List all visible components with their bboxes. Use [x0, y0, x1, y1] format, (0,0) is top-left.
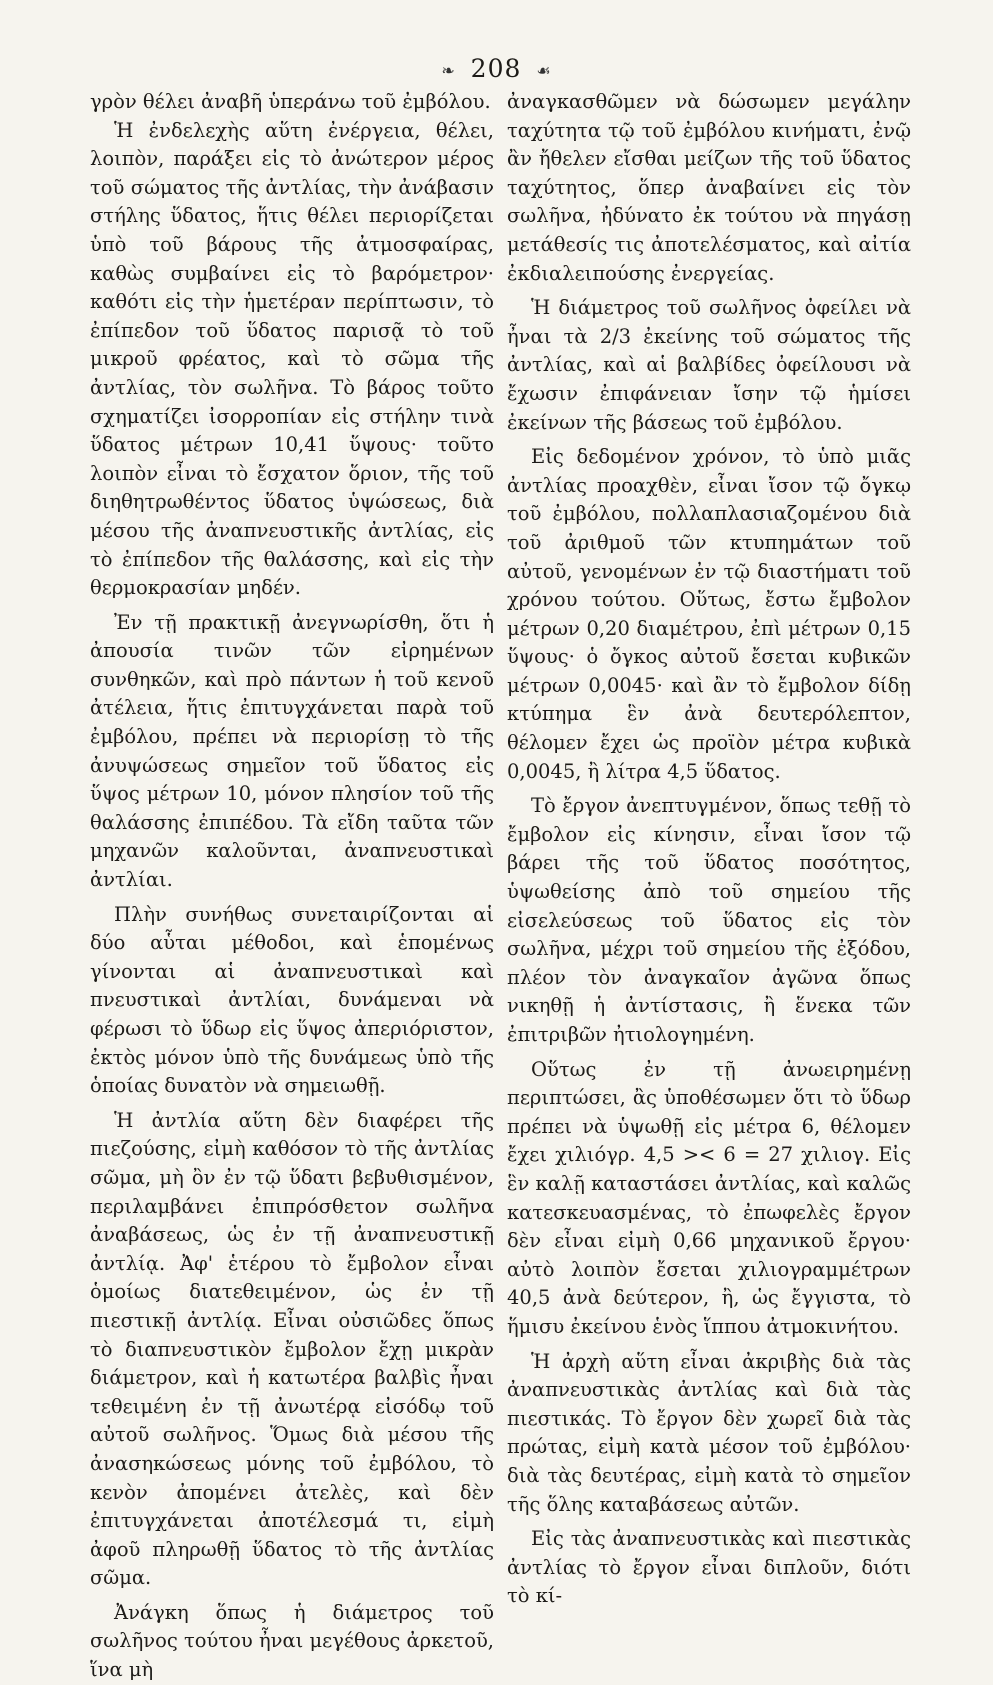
left-column	[90, 88, 494, 1685]
paragraph: Εἰς τὰς ἀναπνευστικὰς καὶ πιεστικὰς ἀντλίας τὸ ἔργον εἶναι διπλοῦν, διότι τὸ κί-	[507, 1527, 911, 1608]
ornament-right-icon: ☙	[536, 61, 552, 80]
page-header	[0, 54, 993, 83]
paragraph: Ἡ ἐνδελεχὴς αὕτη ἐνέργεια, θέλει, λοιπὸν, παράξει εἰς τὸ ἀνώτερον μέρος τοῦ σώματος τῆς ἀντλίας, τὴν ἀνάβασιν στήλης ὕδατος, ἥτις θέλει περιορίζεται ὑπὸ τοῦ βάρους τῆς ἀτμοσφαίρας, καθὼς συμβαίνει εἰς τὸ βαρόμετρον· καθότι εἰς τὴν ἡμετέραν περίπτωσιν, τὸ ἐπίπεδον τοῦ ὕδατος παρισᾷ τὸ τοῦ μικροῦ φρέατος, καὶ τὸ σῶμα τῆς ἀντλίας, τὸν σωλῆνα. Τὸ βάρος τοῦτο σχηματίζει ἰσορροπίαν εἰς στήλην τινὰ ὕδατος μέτρων 10,41 ὕψους· τοῦτο λοιπὸν εἶναι τὸ ἔσχατον ὅριον, τῆς τοῦ διηθητρωθέντος ὕδατος ὑψώσεως, διὰ μέσου τῆς ἀναπνευστικῆς ἀντλίας, εἰς τὸ ἐπίπεδον τῆς θαλάσσης, καὶ εἰς τὴν θερμοκρασίαν μηδέν.	[90, 118, 494, 600]
paragraph: Ἡ διάμετρος τοῦ σωλῆνος ὀφείλει νὰ ἦναι τὰ 2/3 ἐκείνης τοῦ σώματος τῆς ἀντλίας, καὶ αἱ βαλβίδες ὀφείλουσι νὰ ἔχωσιν ἐπιφάνειαν ἴσην τῷ ἡμίσει ἐκείνων τῆς βάσεως τοῦ ἐμβόλου.	[507, 296, 911, 434]
paragraph: Οὕτως ἐν τῇ ἀνωειρημένῃ περιπτώσει, ἂς ὑποθέσωμεν ὅτι τὸ ὕδωρ πρέπει νὰ ὑψωθῇ εἰς μέτρα 6, θέλομεν ἔχει χιλιόγρ. 4,5 >< 6 = 27 χιλιογ. Εἰς ἓν καλῇ καταστάσει ἀντλίας, καὶ καλῶς κατεσκευασμένας, τὸ ἐπωφελὲς ἔργον δὲν εἶναι εἰμὴ 0,66 μηχανικοῦ ἔργου· αὐτὸ λοιπὸν ἔσεται χιλιογραμμέτρων 40,5 ἀνὰ δεύτερον, ἢ, ὡς ἔγγιστα, τὸ ἥμισυ ἐκείνου ἑνὸς ἵππου ἀτμοκινήτου.	[507, 1057, 911, 1338]
right-column	[507, 88, 911, 1611]
paragraph: γρὸν θέλει ἀναβῆ ὑπεράνω τοῦ ἐμβόλου.	[90, 90, 491, 113]
paragraph: Ἀνάγκη ὅπως ἡ διάμετρος τοῦ σωλῆνος τούτου ἦναι μεγέθους ἀρκετοῦ, ἵνα μὴ	[90, 1600, 494, 1682]
paragraph: Πλὴν συνήθως συνεταιρίζονται αἱ δύο αὗται μέθοδοι, καὶ ἑπομένως γίνονται αἱ ἀναπνευστικαὶ καὶ πνευστικαὶ ἀντλίαι, δυνάμεναι νὰ φέρωσι τὸ ὕδωρ εἰς ὕψος ἀπεριόριστον, ἐκτὸς μόνον ὑπὸ τῆς δυνάμεως ὑπὸ τῆς ὁποίας δυνατὸν νὰ σημειωθῇ.	[90, 902, 494, 1098]
paragraph: Τὸ ἔργον ἀνεπτυγμένον, ὅπως τεθῇ τὸ ἔμβολον εἰς κίνησιν, εἶναι ἴσον τῷ βάρει τῆς τοῦ ὕδατος ποσότητος, ὑψωθείσης ἀπὸ τοῦ σημείου τῆς εἰσελεύσεως τοῦ ὕδατος εἰς τὸν σωλῆνα, μέχρι τοῦ σημείου τῆς ἐξόδου, πλέον τὸν ἀναγκαῖον ἀγῶνα ὅπως νικηθῇ ἡ ἀντίστασις, ἢ ἕνεκα τῶν ἐπιτριβῶν ἠτιολογημένη.	[507, 794, 911, 1046]
page-number: 208	[470, 54, 522, 83]
paragraph: ἀναγκασθῶμεν νὰ δώσωμεν μεγάλην ταχύτητα τῷ τοῦ ἐμβόλου κινήματι, ἐνῷ ἂν ἤθελεν εἴσθαι μείζων τῆς τοῦ ὕδατος ταχύτητος, ὅπερ ἀναβαίνει εἰς τὸν σωλῆνα, ἠδύνατο ἐκ τούτου νὰ πηγάσῃ μετάθεσίς τις ἀποτελέσματος, καὶ αἰτία ἐκδιαλειπούσης ἐνεργείας.	[507, 90, 911, 285]
ornament-left-icon: ❧	[441, 61, 456, 80]
paragraph: Εἰς δεδομένον χρόνον, τὸ ὑπὸ μιᾶς ἀντλίας προαχθὲν, εἶναι ἴσον τῷ ὄγκῳ τοῦ ἐμβόλου, πολλαπλασιαζομένου διὰ τοῦ ἀριθμοῦ τῶν κτυπημάτων τοῦ αὐτοῦ, γενομένων ἐν τῷ διαστήματι τοῦ χρόνου τούτου. Οὕτως, ἔστω ἔμβολον μέτρων 0,20 διαμέτρου, ἐπὶ μέτρων 0,15 ὕψους· ὁ ὄγκος αὐτοῦ ἔσεται κυβικῶν μέτρων 0,0045· καὶ ἂν τὸ ἔμβολον δίδῃ κτύπημα ἓν ἀνὰ δευτερόλεπτον, θέλομεν ἔχει ὡς προϊὸν μέτρα κυβικὰ 0,0045, ἢ λίτρα 4,5 ὕδατος.	[507, 445, 911, 783]
paragraph: Ἐν τῇ πρακτικῇ ἀνεγνωρίσθη, ὅτι ἡ ἀπουσία τινῶν τῶν εἰρημένων συνθηκῶν, καὶ πρὸ πάντων ἡ τοῦ κενοῦ ἀτέλεια, ἥτις ἐπιτυγχάνεται παρὰ τοῦ ἐμβόλου, πρέπει νὰ περιορίσῃ τὸ τῆς ἀνυψώσεως σημεῖον τοῦ ὕδατος εἰς ὕψος μέτρων 10, μόνον πλησίον τοῦ τῆς θαλάσσης ἐπιπέδου. Τὰ εἴδη ταῦτα τῶν μηχανῶν καλοῦνται, ἀναπνευστικαὶ ἀντλίαι.	[90, 610, 494, 892]
paragraph: Ἡ ἀντλία αὕτη δὲν διαφέρει τῆς πιεζούσης, εἰμὴ καθόσον τὸ τῆς ἀντλίας σῶμα, μὴ ὂν ἐν τῷ ὕδατι βεβυθισμένον, περιλαμβάνει ἐπιπρόσθετον σωλῆνα ἀναβάσεως, ὡς ἐν τῇ ἀναπνευστικῇ ἀντλίᾳ. Ἀφ' ἑτέρου τὸ ἔμβολον εἶναι ὁμοίως διατεθειμένον, ὡς ἐν τῇ πιεστικῇ ἀντλίᾳ. Εἶναι οὐσιῶδες ὅπως τὸ διαπνευστικὸν ἔμβολον ἔχῃ μικρὰν διάμετρον, καὶ ἡ κατωτέρα βαλβὶς ἦναι τεθειμένη ἐν τῇ ἀνωτέρᾳ εἰσόδῳ τοῦ αὐτοῦ σωλῆνος. Ὅμως διὰ μέσου τῆς ἀνασηκώσεως μόνης τοῦ ἐμβόλου, τὸ κενὸν ἀπομένει ἀτελὲς, καὶ δὲν ἐπιτυγχάνεται ἀποτέλεσμά τι, εἰμὴ ἀφοῦ πληρωθῇ ὕδατος τὸ τῆς ἀντλίας σῶμα.	[90, 1108, 494, 1590]
paragraph: Ἡ ἀρχὴ αὕτη εἶναι ἀκριβὴς διὰ τὰς ἀναπνευστικὰς ἀντλίας καὶ διὰ τὰς πιεστικάς. Τὸ ἔργον δὲν χωρεῖ διὰ τὰς πρώτας, εἰμὴ κατὰ μέσον τοῦ ἐμβόλου· διὰ τὰς δευτέρας, εἰμὴ κατὰ τὸ σημεῖον τῆς ὅλης καταβάσεως αὐτῶν.	[507, 1349, 911, 1516]
